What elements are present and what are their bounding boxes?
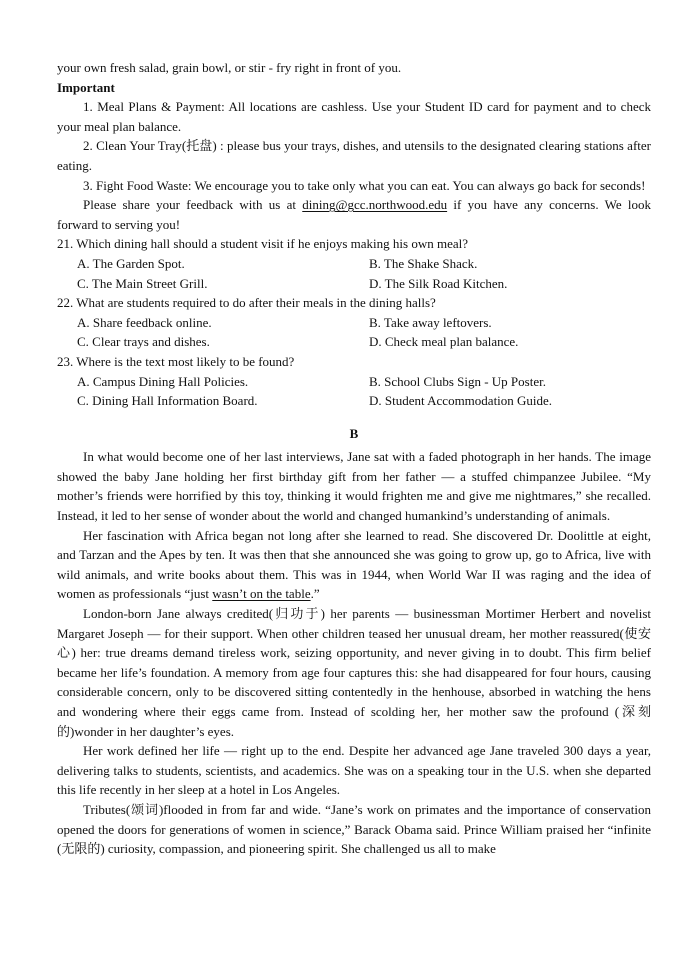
paragraph-2-end: .” — [310, 586, 320, 602]
feedback-text-after: if you have any concerns. We look forward to serving you! — [57, 197, 652, 232]
feedback-email-link[interactable]: dining@gcc.northwood.edu — [302, 197, 448, 213]
option-a: A. Campus Dining Hall Policies. — [77, 373, 249, 389]
question-23 — [57, 352, 651, 411]
paragraph-2-text: Her fascination with Africa began not long after she learned to read. She discovered Dr. Doolittle at eight, and Tarzan and the Apes by ten. It was then that she announced she was going to grow up, go to Africa, live with wild animals, and write books about them. This was in 1944, when World War II was raging and the idea of women as professionals “just — [57, 527, 651, 602]
passage-b-paragraph-1: In what would become one of her last interviews, Jane sat with a faded photograph in her hands. The image showed the baby Jane holding her first birthday gift from her father — a stuffed chimpanzee Jubilee. “My mother’s friends were horrified by this toy, thinking it would frighten me and give me nightmares,” she recalled. Instead, it led to her sense of wonder about the world and changed humankind’s understanding of animals. — [57, 449, 651, 524]
feedback-text-before: Please share your feedback with us at — [83, 197, 303, 213]
option-grid — [57, 372, 651, 411]
option-c: C. Dining Hall Information Board. — [77, 393, 258, 409]
option-d: D. Check meal plan balance. — [369, 334, 519, 350]
passage-a-tail: your own fresh salad, grain bowl, or stir - fry right in front of you. — [57, 60, 402, 75]
underlined-phrase: wasn’t on the table — [212, 586, 311, 602]
passage-b-paragraph-2 — [57, 526, 651, 604]
question-stem: 23. Where is the text most likely to be found? — [57, 353, 295, 369]
question-stem: 22. What are students required to do after their meals in the dining halls? — [57, 295, 436, 311]
option-a: A. The Garden Spot. — [77, 255, 185, 271]
option-d: D. The Silk Road Kitchen. — [369, 275, 508, 291]
option-b: B. School Clubs Sign - Up Poster. — [369, 373, 546, 389]
question-21 — [57, 234, 651, 293]
passage-b-paragraph-5: Tributes(颂词)flooded in from far and wide. “Jane’s work on primates and the importance of conservation opened the doors for generations of women in science,” Barack Obama said. Prince William praised her “infinite (无限的) curiosity, compassion, and pioneering spirit. She challenged us all to make — [57, 801, 651, 857]
option-c: C. The Main Street Grill. — [77, 275, 208, 291]
option-d: D. Student Accommodation Guide. — [369, 393, 553, 409]
rule-clean-tray: 2. Clean Your Tray(托盘) : please bus your trays, dishes, and utensils to the designated clearing stations after eating. — [57, 138, 651, 173]
option-c: C. Clear trays and dishes. — [77, 334, 210, 350]
feedback-paragraph — [57, 195, 651, 234]
passage-b-paragraph-4: Her work defined her life — right up to the end. Despite her advanced age Jane traveled 300 days a year, delivering talks to students, scientists, and academics. She was on a speaking tour in the U.S. when she departed this life recently in her sleep at a hotel in Los Angeles. — [57, 743, 651, 798]
section-b-heading: B — [349, 425, 359, 441]
important-heading: Important — [57, 79, 115, 95]
rule-food-waste: 3. Fight Food Waste: We encourage you to take only what you can eat. You can always go back for seconds! — [83, 177, 646, 193]
option-b: B. The Shake Shack. — [369, 255, 478, 271]
option-a: A. Share feedback online. — [77, 314, 212, 330]
option-grid — [57, 313, 651, 352]
exam-page — [57, 58, 651, 859]
option-grid — [57, 254, 651, 293]
rule-payment: 1. Meal Plans & Payment: All locations are cashless. Use your Student ID card for payment and to check your meal plan balance. — [57, 99, 651, 134]
passage-b-paragraph-3: London-born Jane always credited(归功于) her parents — businessman Mortimer Herbert and novelist Margaret Joseph — for their support. When other children teased her unusual dream, her mother reassured(使安心) her: true dreams demand tireless work, seizing opportunity, and never giving in to doubt. This firm belief became her life’s foundation. A memory from age four captures this: she had disappeared for four hours, causing considerable concern, only to be discovered sitting contentedly in the henhouse, absorbed in watching the hens and wondering where their eggs came from. Instead of scolding her, her mother saw the profound (深刻的)wonder in her daughter’s eyes. — [57, 606, 651, 739]
option-b: B. Take away leftovers. — [369, 314, 492, 330]
question-stem: 21. Which dining hall should a student visit if he enjoys making his own meal? — [57, 236, 469, 252]
question-22 — [57, 293, 651, 352]
